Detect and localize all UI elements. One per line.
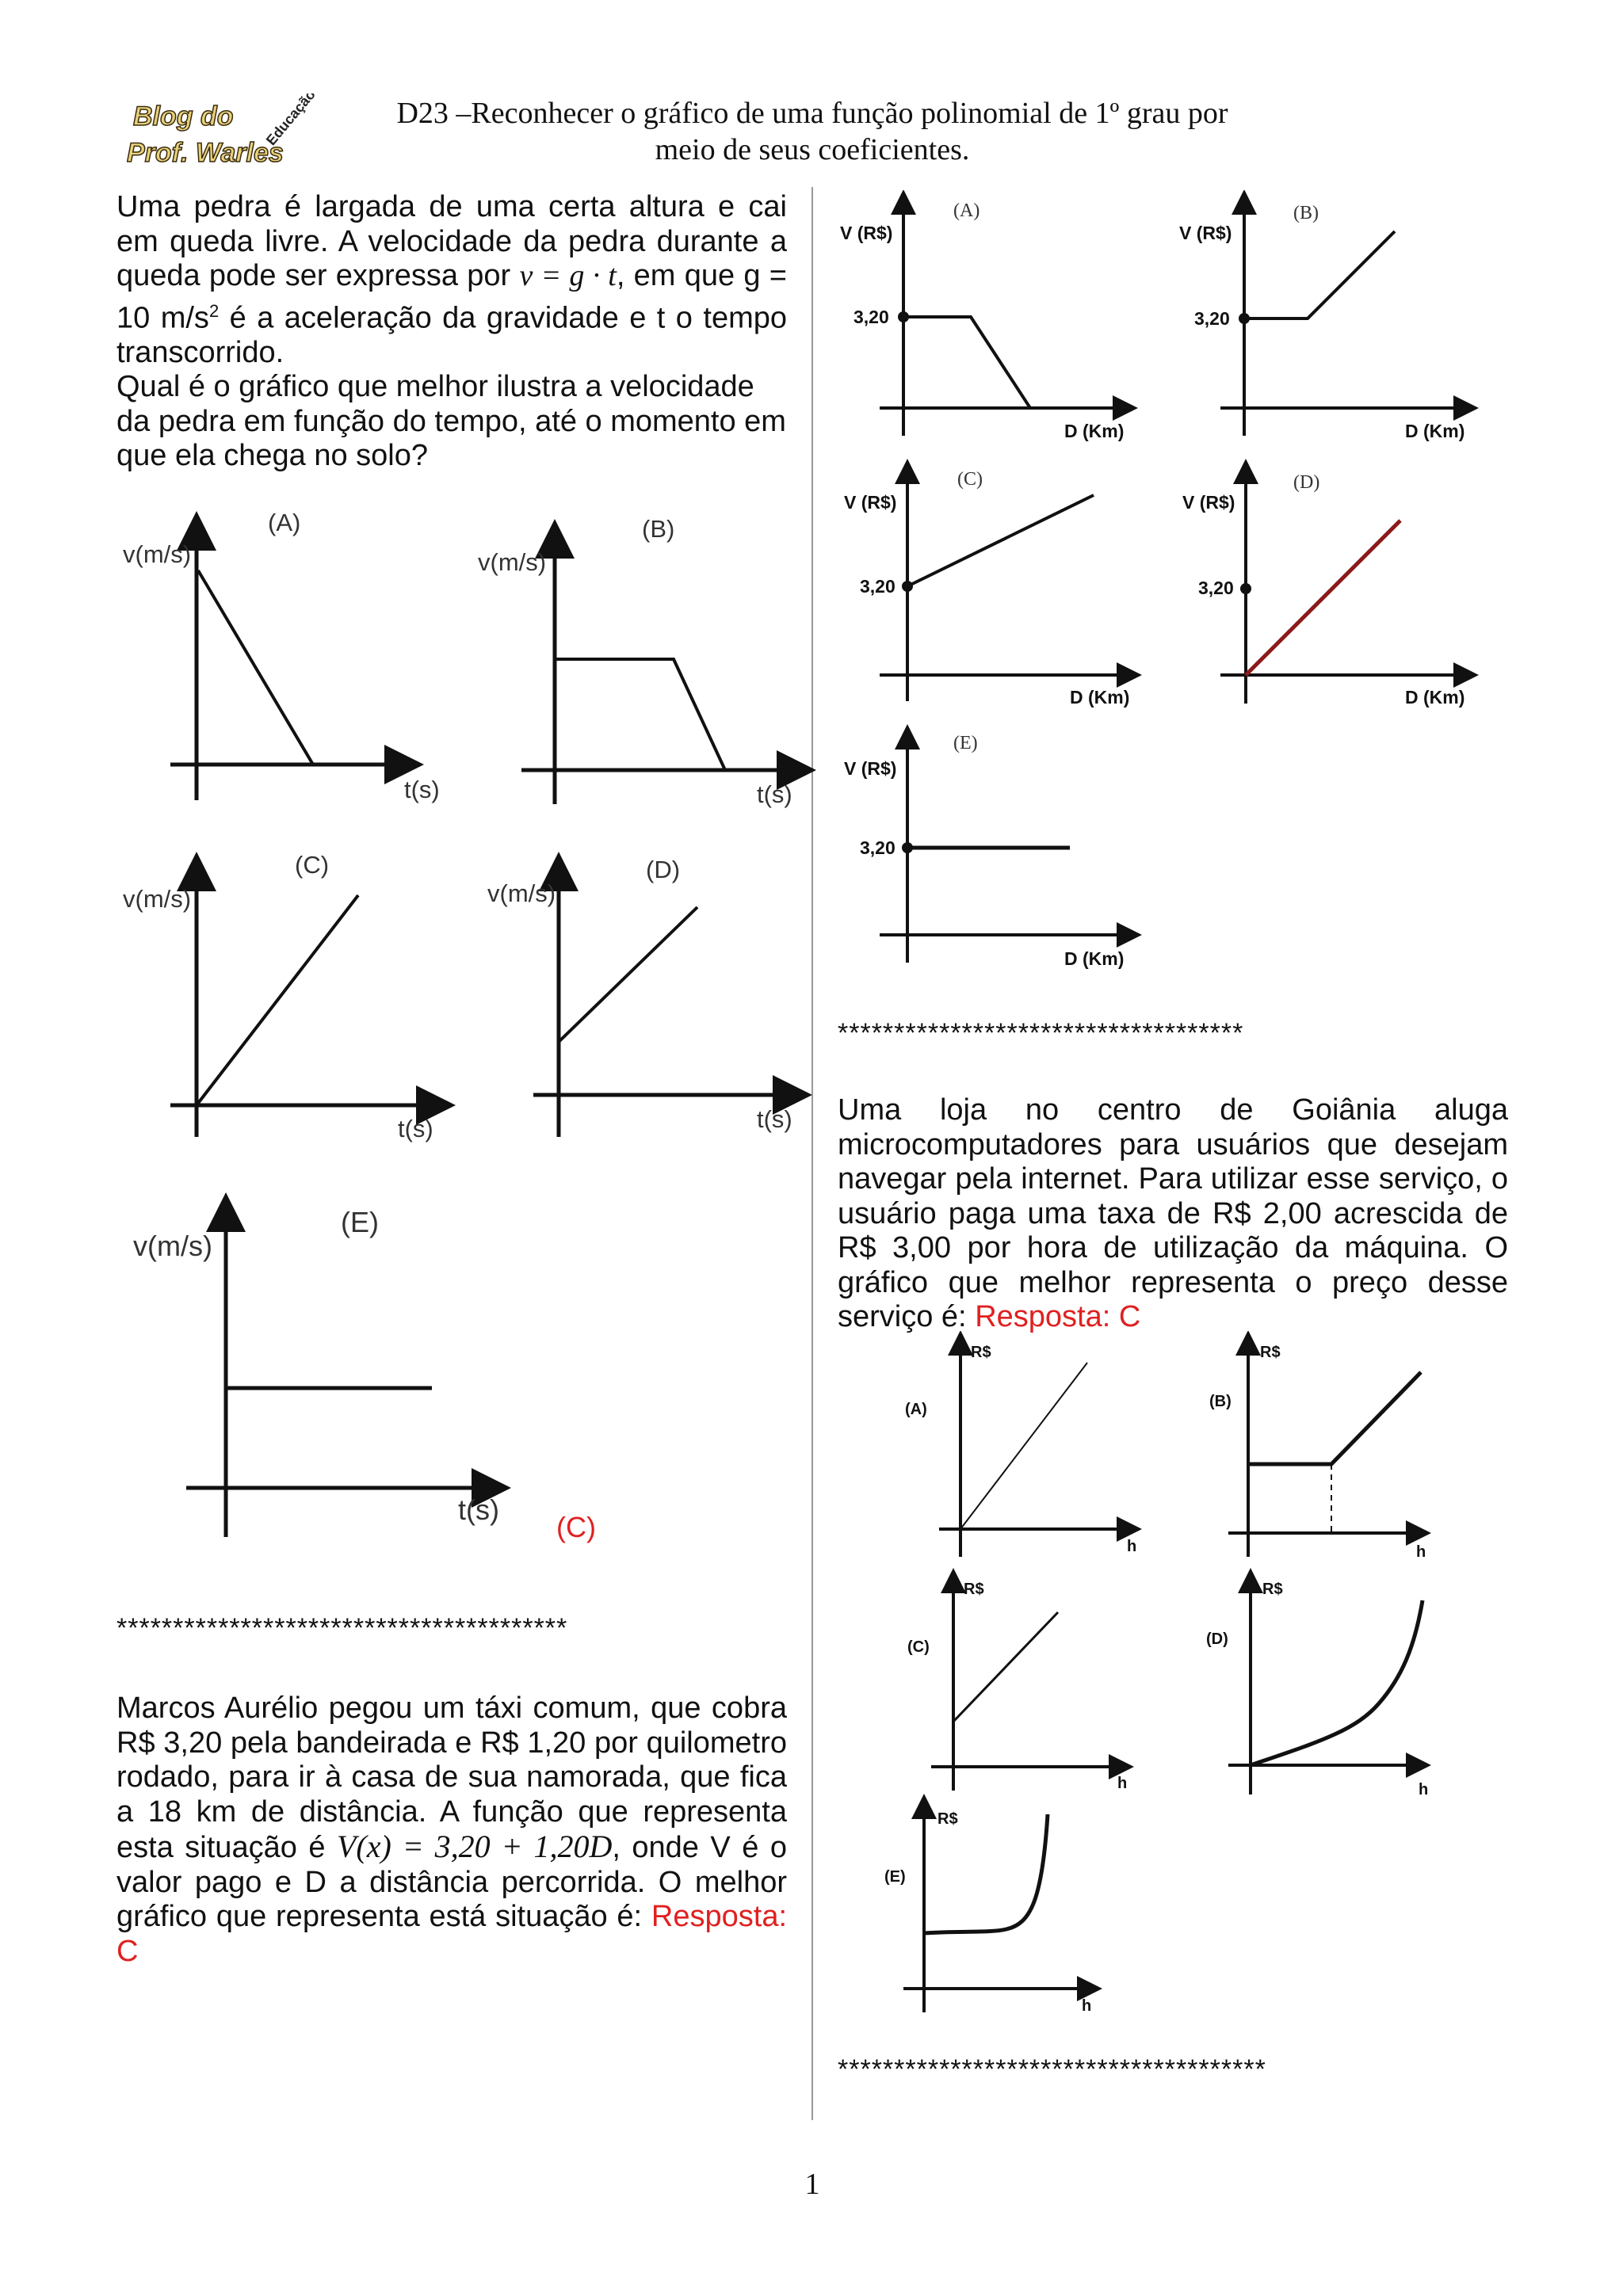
q3-graph-c	[907, 1581, 1127, 1792]
separator-right-2: **************************************	[838, 2054, 1266, 2084]
q1-graph-c	[123, 851, 436, 1142]
q3-c-xlabel: h	[1117, 1775, 1128, 1792]
q1-a-xlabel: t(s)	[404, 776, 440, 803]
q2-c-option: (C)	[957, 469, 983, 490]
q2-graph-e	[844, 733, 1129, 969]
q3-graph-b	[1209, 1343, 1426, 1561]
q1-a-option: (A)	[268, 509, 301, 536]
q1-e-ylabel: v(m/s)	[133, 1230, 212, 1262]
q1-graphs	[111, 491, 824, 1569]
q1-answer: (C)	[556, 1511, 596, 1543]
q3-e-option: (E)	[884, 1868, 906, 1886]
q1-b-option: (B)	[642, 515, 675, 543]
q2-text	[116, 1691, 787, 1969]
q2-d-tick: 3,20	[1198, 578, 1234, 598]
logo-line2: Prof. Warles	[127, 138, 284, 168]
q2-c-ylabel: V (R$)	[844, 492, 897, 513]
q1-a-ylabel: v(m/s)	[123, 540, 192, 568]
q2-d-xlabel: D (Km)	[1405, 687, 1465, 707]
q1-d-ylabel: v(m/s)	[487, 879, 556, 907]
q2-text-after: , onde V é o valor pago e D a distância percorrida. O melhor gráfico que representa está situação é:	[116, 1831, 788, 1933]
q3-graphs	[872, 1331, 1506, 2036]
q1-text	[116, 190, 787, 474]
q1-graph-d	[487, 856, 792, 1137]
q2-c-xlabel: D (Km)	[1070, 687, 1130, 707]
q3-d-xlabel: h	[1419, 1781, 1429, 1798]
q2-answer: Resposta: C	[116, 1900, 788, 1968]
q3-d-ylabel: R$	[1262, 1581, 1283, 1598]
q2-graph-b	[1179, 202, 1466, 441]
q2-formula: V(x) = 3,20 + 1,20D	[336, 1829, 613, 1864]
q1-c-ylabel: v(m/s)	[123, 885, 192, 913]
q2-graph-a	[840, 200, 1125, 441]
q1-sup: 2	[208, 300, 220, 321]
q3-text-body: Uma loja no centro de Goiânia aluga microcomputadores para usuários que desejam navegar pela internet. Para utilizar esse serviço, o usuário paga uma taxa de R$ 2,00 acrescida de R$ 3,00 por hora de utilização da máquina. O gráfico que melhor representa o preço desse serviço é:	[838, 1093, 1508, 1333]
q1-graph-b	[478, 515, 796, 808]
q3-graph-d	[1206, 1581, 1428, 1798]
q1-formula: v = g · t	[519, 259, 617, 292]
q3-text	[838, 1093, 1508, 1335]
separator-left: ****************************************	[116, 1613, 568, 1643]
q3-b-option: (B)	[1209, 1393, 1232, 1410]
q2-graph-c	[844, 469, 1129, 707]
q3-a-ylabel: R$	[971, 1344, 991, 1361]
separator-right-1: ************************************	[838, 1018, 1244, 1048]
q1-text-part1: Uma pedra é largada de uma certa altura e cai em queda livre. A velocidade da pedra durante a queda pode ser expressa por	[116, 190, 787, 292]
q2-graph-d	[1182, 471, 1466, 707]
q3-c-ylabel: R$	[964, 1581, 984, 1598]
q2-d-option: (D)	[1293, 472, 1320, 493]
q2-b-ylabel: V (R$)	[1179, 223, 1232, 243]
q1-question: Qual é o gráfico que melhor ilustra a velocidade da pedra em função do tempo, até o momento em que ela chega no solo?	[116, 370, 786, 473]
q1-e-xlabel: t(s)	[458, 1493, 499, 1526]
q2-e-option: (E)	[953, 733, 978, 753]
q1-text-part2: , em que g = 10 m/s	[116, 259, 787, 335]
q3-answer: Resposta: C	[975, 1300, 1141, 1333]
q1-graph-a	[123, 509, 440, 803]
q3-c-option: (C)	[907, 1638, 930, 1656]
q3-e-ylabel: R$	[938, 1810, 958, 1828]
q1-b-ylabel: v(m/s)	[478, 548, 547, 576]
q3-e-xlabel: h	[1082, 1997, 1092, 2015]
q2-e-xlabel: D (Km)	[1064, 948, 1125, 969]
q1-text-part3: é a aceleração da gravidade e t o tempo transcorrido.	[116, 301, 787, 369]
q1-b-xlabel: t(s)	[757, 780, 792, 808]
q2-b-option: (B)	[1293, 203, 1319, 223]
blog-logo	[127, 93, 317, 173]
q1-c-xlabel: t(s)	[398, 1115, 433, 1142]
title-line1: D23 –Reconhecer o gráfico de uma função polinomial de 1º grau por	[396, 97, 1228, 130]
q3-a-option: (A)	[905, 1401, 927, 1418]
q1-e-option: (E)	[341, 1206, 379, 1238]
q2-a-option: (A)	[953, 200, 980, 221]
q2-d-ylabel: V (R$)	[1182, 492, 1235, 513]
q3-b-xlabel: h	[1416, 1543, 1426, 1561]
q2-b-tick: 3,20	[1194, 308, 1230, 329]
q2-e-ylabel: V (R$)	[844, 758, 897, 779]
q1-d-option: (D)	[646, 856, 681, 883]
q3-a-xlabel: h	[1127, 1538, 1137, 1555]
q1-c-option: (C)	[295, 851, 330, 879]
logo-badge: Educação	[262, 93, 317, 149]
q2-a-ylabel: V (R$)	[840, 223, 893, 243]
q1-graph-e	[133, 1206, 499, 1537]
q3-graph-e	[884, 1806, 1091, 2015]
title-line2: meio de seus coeficientes.	[655, 133, 970, 166]
page-number: 1	[804, 2168, 820, 2201]
q2-a-tick: 3,20	[854, 307, 889, 327]
q2-b-xlabel: D (Km)	[1405, 421, 1465, 441]
q3-d-option: (D)	[1206, 1630, 1228, 1648]
q2-e-tick: 3,20	[860, 837, 896, 858]
q3-graph-a	[905, 1343, 1136, 1557]
logo-line1: Blog do	[133, 101, 234, 132]
page-title	[317, 95, 1308, 168]
q2-graphs	[828, 190, 1621, 982]
q2-c-tick: 3,20	[860, 576, 896, 597]
q2-a-xlabel: D (Km)	[1064, 421, 1125, 441]
q1-d-xlabel: t(s)	[757, 1105, 792, 1133]
q2-text-body: Marcos Aurélio pegou um táxi comum, que cobra R$ 3,20 pela bandeirada e R$ 1,20 por quilometro rodado, para ir à casa de sua namorada, que fica a 18 km de distância. A função que representa esta situação é	[116, 1691, 787, 1864]
q3-b-ylabel: R$	[1260, 1344, 1281, 1361]
